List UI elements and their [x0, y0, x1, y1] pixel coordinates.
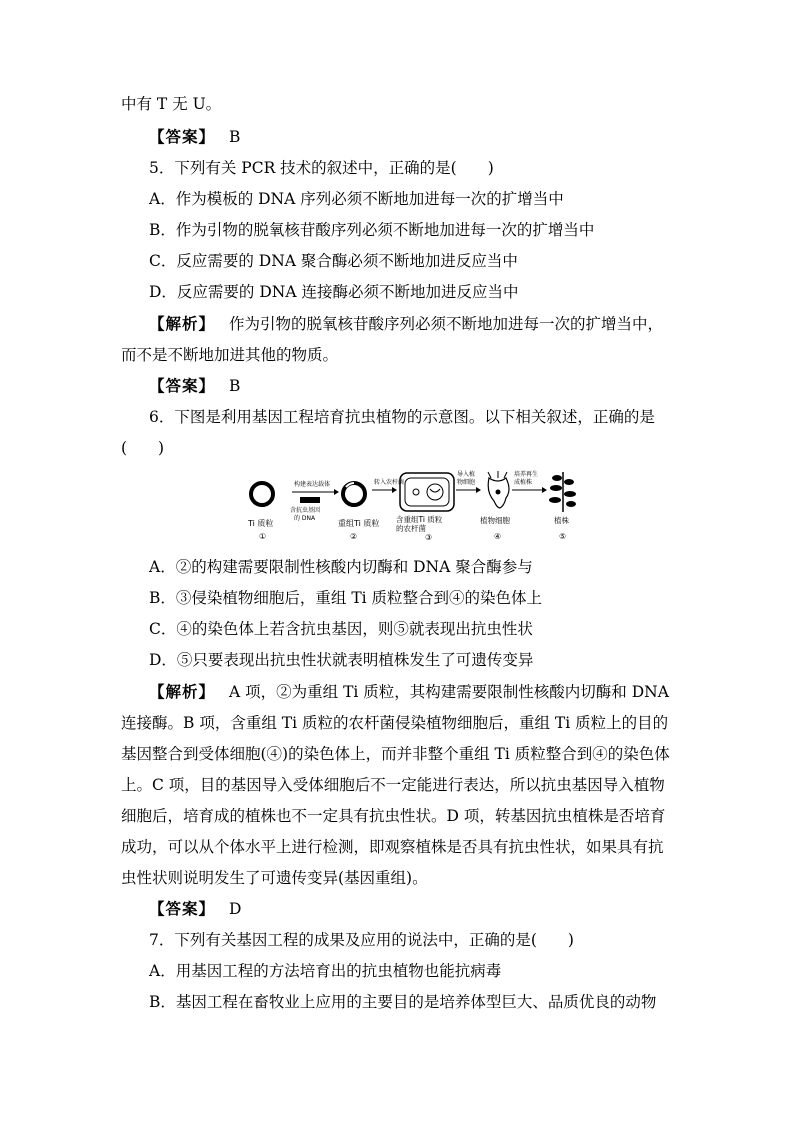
arrow-4-head: [542, 487, 547, 493]
plant-cell-label: 植物细胞: [480, 516, 510, 525]
answer-value: B: [229, 377, 241, 395]
text-line: 上。C 项，目的基因导入受体细胞后不一定能进行表达，所以抗虫基因导入植物: [121, 776, 665, 794]
answer-line: [149, 899, 241, 919]
option-b: B．基因工程在畜牧业上应用的主要目的是培养体型巨大、品质优良的动物: [149, 993, 657, 1011]
analysis-tag: 【解析】: [149, 682, 216, 701]
option-b: B．作为引物的脱氧核苷酸序列必须不断地加进每一次的扩增当中: [149, 221, 595, 239]
recombinant-plasmid-icon: [343, 483, 365, 505]
option-b: B．③侵染植物细胞后，重组 Ti 质粒整合到④的染色体上: [149, 589, 543, 607]
option-a: A．用基因工程的方法培育出的抗虫植物也能抗病毒: [149, 962, 502, 980]
analysis-tag: 【解析】: [149, 314, 216, 333]
dna-label-1: 含抗虫基因: [290, 507, 321, 514]
step-2-number: ②: [350, 532, 358, 541]
agrobacterium-icon: [400, 473, 454, 511]
text-line: 中有 T 无 U。: [121, 95, 222, 113]
ti-plasmid-icon: [251, 483, 273, 505]
step-1-number: ①: [259, 532, 267, 541]
question-6-bracket: ( ): [121, 439, 165, 457]
analysis-line: [149, 682, 669, 702]
plant-cell-icon: [488, 471, 509, 508]
dna-label-2: 的 DNA: [294, 515, 316, 522]
import-label-2: 物细胞: [457, 479, 476, 486]
text-line: 细胞后，培育成的植株也不一定具有抗虫性状。D 项，转基因抗虫植株是否培育: [121, 807, 666, 825]
answer-line: [149, 376, 240, 396]
agro-label-1: 含重组Ti 质粒: [396, 515, 443, 524]
dna-fragment-icon: [300, 497, 320, 503]
recombinant-plasmid-label: 重组Ti 质粒: [338, 519, 380, 528]
text-line: 虫性状则说明发生了可遗传变异(基因重组)。: [121, 869, 428, 887]
text-line: 成功，可以从个体水平上进行检测，即观察植株是否具有抗虫性状，如果具有抗: [121, 838, 664, 856]
text-line: 基因整合到受体细胞(④)的染色体上，而并非整个重组 Ti 质粒整合到④的染色体: [121, 745, 670, 763]
ti-plasmid-label: Ti 质粒: [248, 519, 274, 528]
step-5-number: ⑤: [559, 532, 567, 541]
analysis-line: [149, 314, 663, 334]
option-c: C．反应需要的 DNA 聚合酶必须不断地加进反应当中: [149, 252, 518, 270]
agro-label-2: 的农杆菌: [396, 524, 426, 533]
answer-tag: 【答案】: [149, 899, 216, 918]
option-a: A．作为模板的 DNA 序列必须不断地加进每一次的扩增当中: [149, 190, 564, 208]
plant-icon: [549, 472, 576, 512]
arrow-1-head: [334, 489, 339, 495]
arrow-2-head: [392, 487, 397, 493]
culture-label-2: 成植株: [514, 479, 533, 486]
option-c: C．④的染色体上若含抗虫基因，则⑤就表现出抗虫性状: [149, 620, 533, 638]
question-6-stem: 6．下图是利用基因工程培育抗虫植物的示意图。以下相关叙述，正确的是: [149, 408, 655, 426]
analysis-text: A 项，②为重组 Ti 质粒，其构建需要限制性核酸内切酶和 DNA: [229, 683, 669, 701]
plant-label: 植株: [554, 516, 569, 525]
answer-value: B: [229, 128, 241, 146]
import-label-1: 导入植: [457, 471, 476, 478]
option-d: D．⑤只要表现出抗虫性状就表明植株发生了可遗传变异: [149, 651, 534, 669]
text-line: 连接酶。B 项，含重组 Ti 质粒的农杆菌侵染植物细胞后，重组 Ti 质粒上的目的: [121, 714, 669, 732]
text-line: 而不是不断地加进其他的物质。: [121, 346, 339, 364]
answer-value: D: [229, 900, 242, 918]
answer-line: [149, 127, 240, 147]
option-d: D．反应需要的 DNA 连接酶必须不断地加进反应当中: [149, 283, 519, 301]
question-5-stem: 5．下列有关 PCR 技术的叙述中，正确的是( ): [149, 159, 494, 177]
transfer-label: 转入农杆菌: [374, 479, 405, 486]
option-a: A．②的构建需要限制性核酸内切酶和 DNA 聚合酶参与: [149, 558, 533, 576]
step-4-number: ④: [494, 532, 502, 541]
gene-engineering-diagram: [242, 468, 582, 542]
step-3-number: ③: [425, 533, 433, 542]
question-7-stem: 7．下列有关基因工程的成果及应用的说法中，正确的是( ): [149, 931, 574, 949]
culture-label-1: 培养再生: [514, 471, 539, 478]
answer-tag: 【答案】: [149, 127, 216, 146]
answer-tag: 【答案】: [149, 376, 216, 395]
construct-vector-label: 构建表达载体: [294, 481, 331, 488]
arrow-3-head: [476, 487, 481, 493]
analysis-text: 作为引物的脱氧核苷酸序列必须不断地加进每一次的扩增当中，: [229, 315, 664, 333]
